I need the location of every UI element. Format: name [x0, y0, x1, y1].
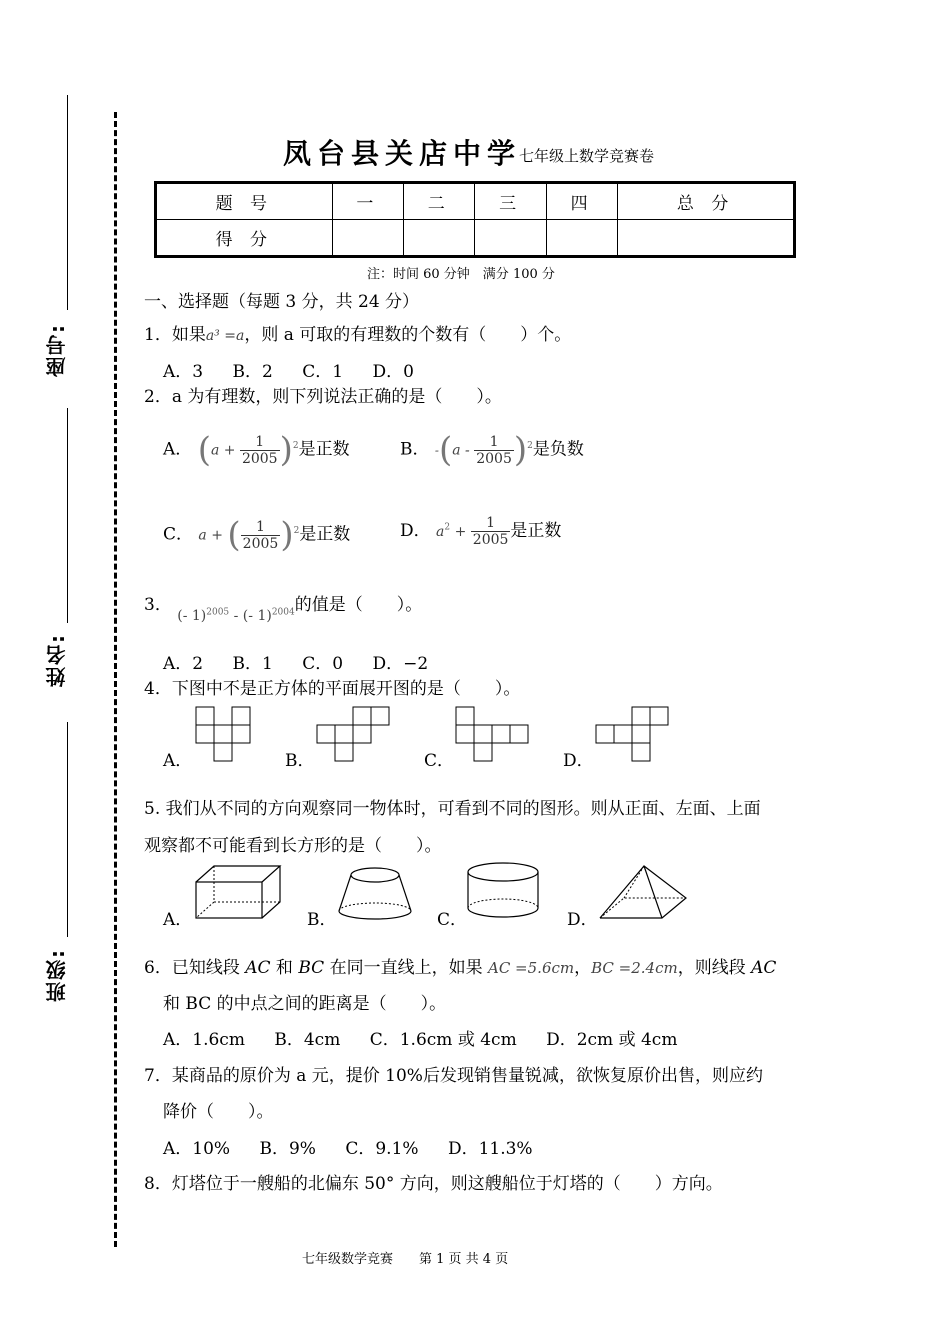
q4-label-b[interactable]: B． [285, 751, 315, 771]
option[interactable]: B．2 [232, 362, 273, 382]
option[interactable]: C．1 [302, 362, 344, 382]
cube-net-a [196, 707, 256, 767]
option[interactable]: A．3 [163, 362, 204, 382]
q4-label-a[interactable]: A． [163, 751, 193, 771]
q5-label-c[interactable]: C． [437, 910, 468, 930]
table-cell: 三 [475, 183, 546, 220]
q2-option-a[interactable]: A． (a + $\frac{1}{2005}$ )$^2$是正数 [163, 430, 350, 470]
seat-label: 座号: [45, 323, 69, 377]
school-title: 凤台县关店中学 [283, 137, 522, 170]
option[interactable]: C．0 [302, 654, 344, 674]
q3-options [163, 649, 452, 674]
score-entry-2[interactable] [404, 220, 475, 257]
q5-label-b[interactable]: B． [307, 910, 337, 930]
table-cell: 得 分 [156, 220, 333, 257]
q4-label-d[interactable]: D． [563, 751, 594, 771]
q5-label-d[interactable]: D． [567, 910, 598, 930]
option[interactable]: D．−2 [372, 654, 429, 674]
q2-option-d[interactable]: D． $a^2$ + $\frac{1}{2005}$ 是正数 [400, 515, 562, 548]
cut-line [114, 112, 117, 1247]
cube-net-b [317, 707, 397, 767]
question-2: 2．a 为有理数，则下列说法正确的是（ ）。 [144, 387, 502, 407]
option[interactable]: B．9% [259, 1139, 316, 1159]
cylinder-shape [467, 862, 541, 922]
score-table [154, 181, 796, 258]
q1-suffix: ，则 a 可取的有理数的个数有（ ）个。 [244, 325, 572, 345]
class-underline [67, 722, 68, 937]
q1-options [163, 357, 438, 382]
frustum-shape [337, 866, 413, 922]
class-label: 班级: [45, 948, 69, 1002]
question-8: 8．灯塔位于一艘船的北偏东 50° 方向，则这艘船位于灯塔的（ ）方向。 [144, 1174, 723, 1194]
table-cell: 题 号 [156, 183, 333, 220]
q2-option-c[interactable]: C． a + ( $\frac{1}{2005}$ )$^2$是正数 [163, 515, 351, 555]
cube-net-d [596, 707, 676, 767]
q1-expr: a³ =a [205, 328, 245, 344]
exam-subtitle: 七年级上数学竞赛卷 [519, 147, 655, 165]
score-entry-3[interactable] [475, 220, 546, 257]
table-row [156, 183, 795, 220]
table-row [156, 220, 795, 257]
table-cell: 总 分 [618, 183, 795, 220]
option[interactable]: A．2 [163, 654, 204, 674]
q2-option-b[interactable]: B． -(a - $\frac{1}{2005}$ )$^2$是负数 [400, 430, 584, 470]
question-7-line1: 7．某商品的原价为 a 元，提价 10%后发现销售量锐减，欲恢复原价出售，则应约 [144, 1066, 763, 1086]
q1-prefix: 1．如果 [144, 325, 206, 345]
table-cell: 四 [546, 183, 617, 220]
seat-underline [67, 95, 68, 310]
pyramid-shape [598, 864, 690, 922]
question-6-line2: 和 BC 的中点之间的距离是（ ）。 [163, 994, 447, 1014]
score-entry-1[interactable] [332, 220, 403, 257]
question-4: 4．下图中不是正方体的平面展开图的是（ ）。 [144, 679, 521, 699]
exam-note: 注：时间 60 分钟 满分 100 分 [367, 267, 555, 282]
score-entry-total[interactable] [618, 220, 795, 257]
section-title: 一、选择题（每题 3 分，共 24 分） [144, 292, 420, 312]
option[interactable]: C．1.6cm 或 4cm [369, 1030, 517, 1050]
score-entry-4[interactable] [546, 220, 617, 257]
option[interactable]: C．9.1% [345, 1139, 419, 1159]
question-7-line2: 降价（ ）。 [163, 1102, 274, 1122]
option[interactable]: A．10% [163, 1139, 231, 1159]
option[interactable]: D．11.3% [447, 1139, 533, 1159]
question-3: 3． $_{(- 1)^{2005} - (- 1)^{2004}}$的值是（ ）。 [144, 595, 423, 624]
table-cell: 二 [404, 183, 475, 220]
option[interactable]: A．1.6cm [163, 1030, 245, 1050]
q6-options [163, 1025, 701, 1050]
name-underline [67, 408, 68, 623]
q4-label-c[interactable]: C． [424, 751, 455, 771]
question-5-line2: 观察都不可能看到长方形的是（ ）。 [144, 836, 442, 856]
question-1 [144, 320, 571, 345]
q7-options [163, 1134, 557, 1159]
option[interactable]: D．2cm 或 4cm [546, 1030, 678, 1050]
cuboid-shape [196, 864, 286, 922]
question-5-line1: 5. 我们从不同的方向观察同一物体时，可看到不同的图形。则从正面、左面、上面 [144, 799, 761, 819]
page-footer: 七年级数学竞赛 第 1 页 共 4 页 [302, 1252, 509, 1267]
table-cell: 一 [332, 183, 403, 220]
question-6-line1: 6．已知线段 AC 和 BC 在同一直线上，如果 AC =5.6cm，BC =2.4cm，则线段 AC [144, 958, 777, 978]
name-label: 姓名: [45, 633, 69, 687]
option[interactable]: B．1 [232, 654, 273, 674]
option[interactable]: B．4cm [274, 1030, 341, 1050]
cube-net-c [456, 707, 536, 767]
q5-label-a[interactable]: A． [163, 910, 193, 930]
option[interactable]: D．0 [372, 362, 414, 382]
